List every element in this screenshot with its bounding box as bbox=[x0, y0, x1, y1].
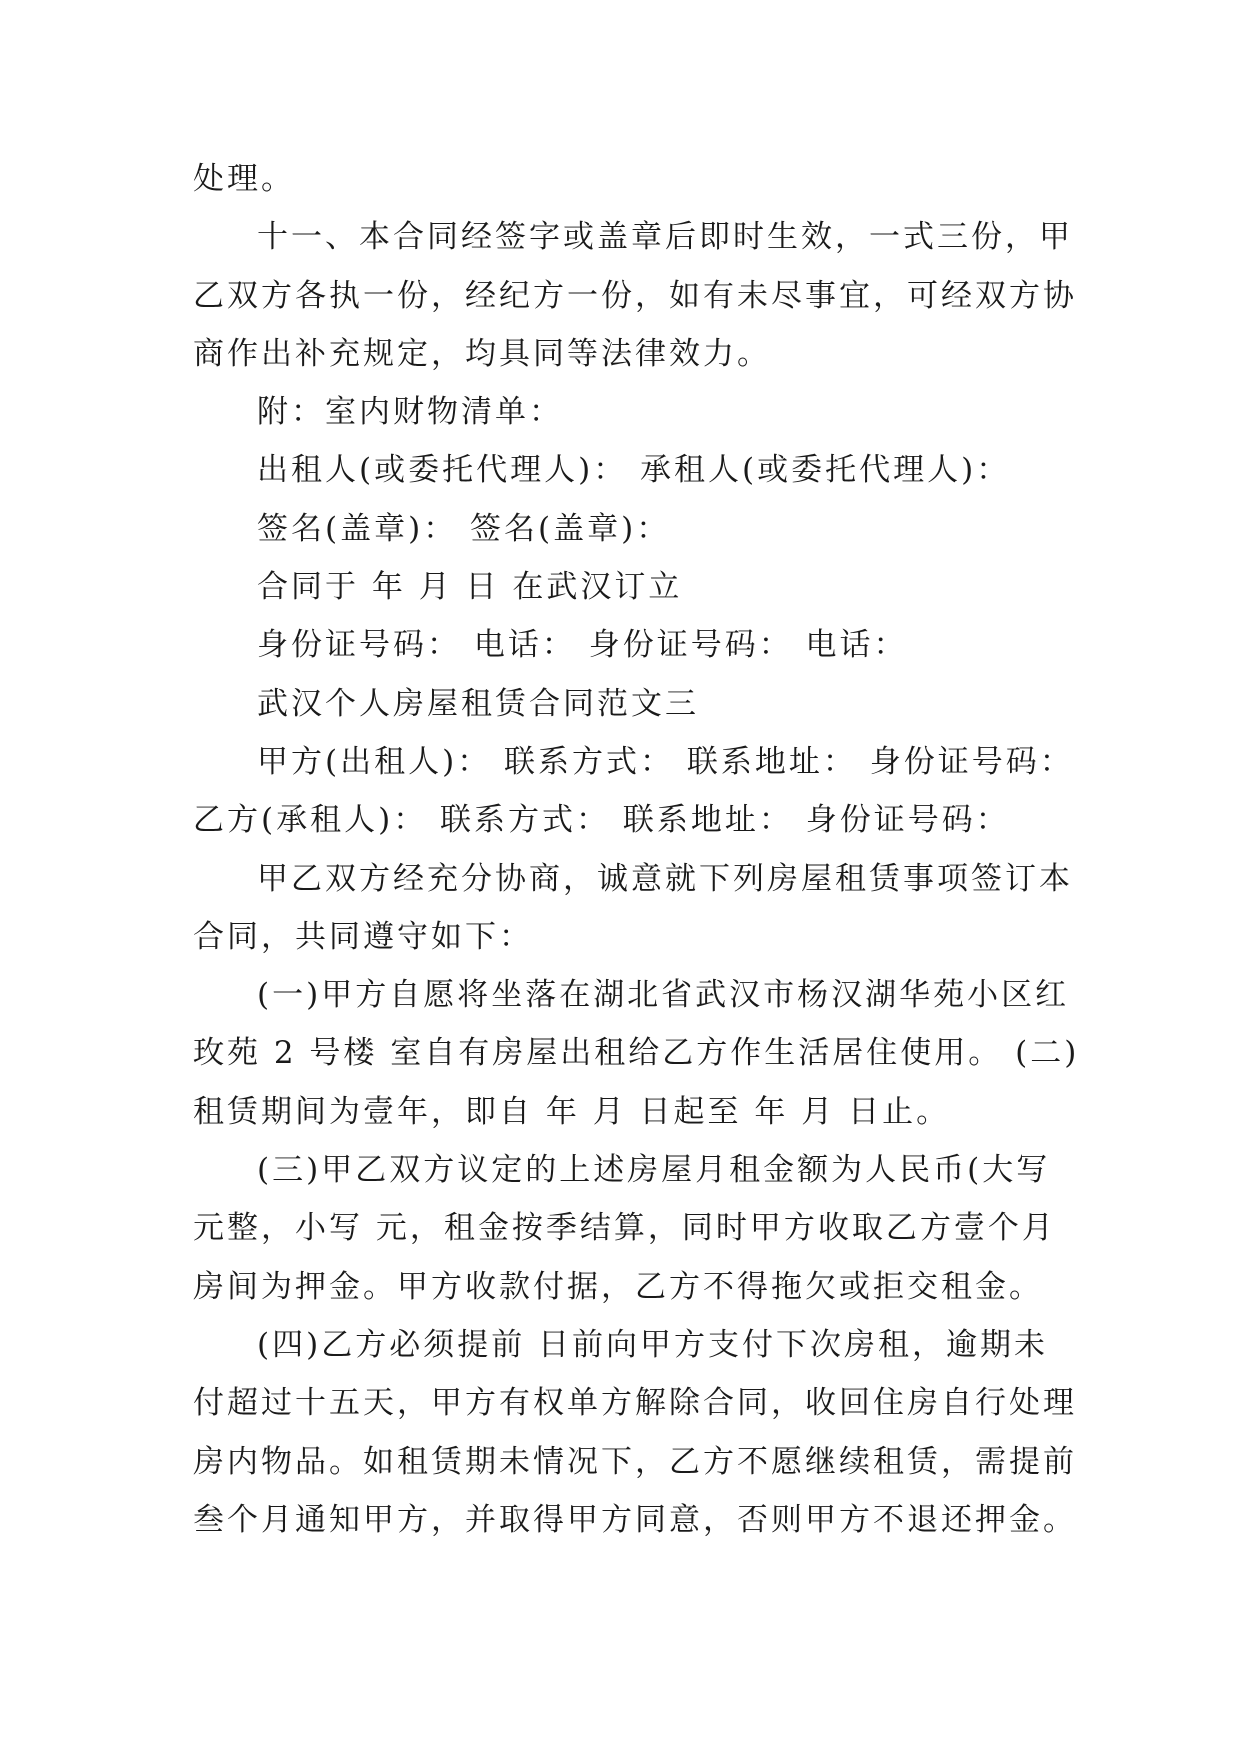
text-line: 合同，共同遵守如下： bbox=[193, 918, 533, 955]
text-line: 房间为押金。甲方收款付据，乙方不得拖欠或拒交租金。 bbox=[193, 1268, 1043, 1305]
text-line: 十一、本合同经签字或盖章后即时生效，一式三份，甲 bbox=[257, 219, 1073, 256]
document-page bbox=[193, 150, 1080, 1549]
text-line: 房内物品。如租赁期未情况下，乙方不愿继续租赁，需提前 bbox=[193, 1443, 1077, 1480]
text-line: 元整，小写 元，租金按季结算，同时甲方收取乙方壹个月 bbox=[193, 1210, 1056, 1247]
text-line: 出租人(或委托代理人)： 承租人(或委托代理人)： bbox=[257, 452, 1011, 489]
text-line: 身份证号码： 电话： 身份证号码： 电话： bbox=[257, 627, 908, 664]
text-line: 附：室内财物清单： bbox=[257, 394, 563, 431]
text-line: 乙双方各执一份，经纪方一份，如有未尽事宜，可经双方协 bbox=[193, 277, 1077, 314]
text-line: 甲方(出租人)： 联系方式： 联系地址： 身份证号码： bbox=[257, 743, 1074, 780]
text-line: 处理。 bbox=[193, 161, 295, 197]
section-title: 武汉个人房屋租赁合同范文三 bbox=[257, 685, 699, 722]
text-line: 乙方(承租人)： 联系方式： 联系地址： 身份证号码： bbox=[193, 802, 1010, 839]
text-line: 付超过十五天，甲方有权单方解除合同，收回住房自行处理 bbox=[193, 1385, 1077, 1422]
text-line: 商作出补充规定，均具同等法律效力。 bbox=[193, 335, 771, 372]
text-line: 签名(盖章)： 签名(盖章)： bbox=[257, 510, 671, 547]
text-line: 玫苑 2 号楼 室自有房屋出租给乙方作生活居住使用。 (二) bbox=[193, 1035, 1080, 1072]
text-line: (一)甲方自愿将坐落在湖北省武汉市杨汉湖华苑小区红 bbox=[257, 977, 1070, 1014]
text-line: 甲乙双方经充分协商，诚意就下列房屋租赁事项签订本 bbox=[257, 860, 1073, 897]
text-line: 租赁期间为壹年，即自 年 月 日起至 年 月 日止。 bbox=[193, 1093, 951, 1130]
text-line: 合同于 年 月 日 在武汉订立 bbox=[257, 569, 683, 606]
text-line: 叁个月通知甲方，并取得甲方同意，否则甲方不退还押金。 bbox=[193, 1501, 1077, 1538]
text-line: (四)乙方必须提前 日前向甲方支付下次房租，逾期未 bbox=[257, 1326, 1049, 1363]
text-line: (三)甲乙双方议定的上述房屋月租金额为人民币(大写 bbox=[257, 1152, 1051, 1189]
